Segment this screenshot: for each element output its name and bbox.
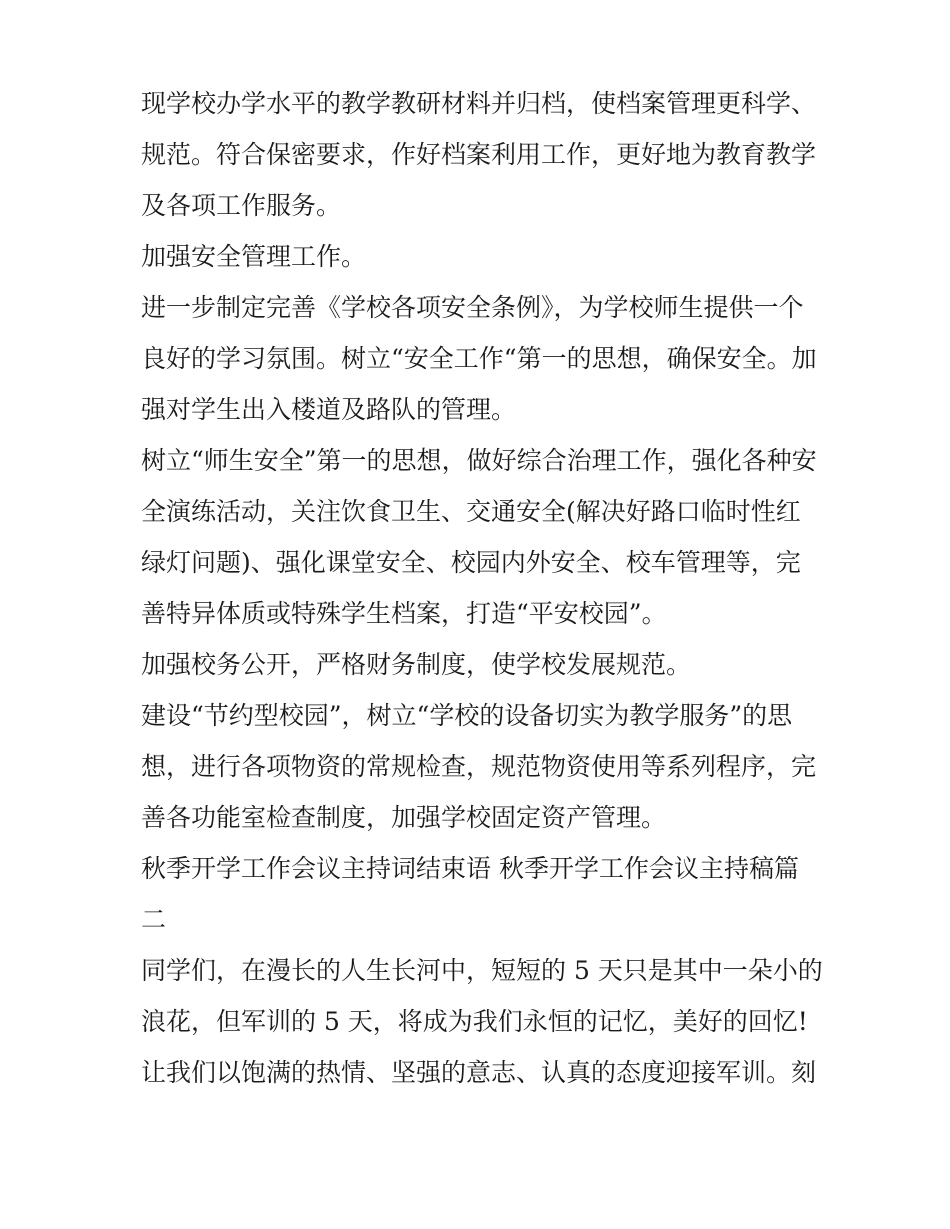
section-title: 二 xyxy=(141,905,167,934)
text-line: 绿灯问题)、强化课堂安全、校园内外安全、校车管理等，完 xyxy=(141,548,801,577)
text-line: 善特异体质或特殊学生档案，打造“平安校园”。 xyxy=(141,599,667,628)
text-line: 让我们以饱满的热情、坚强的意志、认真的态度迎接军训。刻 xyxy=(141,1058,817,1087)
text-line: 树立“师生安全”第一的思想，做好综合治理工作，强化各种安 xyxy=(141,446,817,475)
text-line: 规范。符合保密要求，作好档案利用工作，更好地为教育教学 xyxy=(141,140,817,169)
document-body xyxy=(141,78,821,1098)
section-title: 秋季开学工作会议主持词结束语 秋季开学工作会议主持稿篇 xyxy=(141,854,799,883)
text-line: 浪花，但军训的 5 天，将成为我们永恒的记忆，美好的回忆! xyxy=(141,1007,808,1036)
text-line: 良好的学习氛围。树立“安全工作“第一的思想，确保安全。加 xyxy=(141,344,817,373)
text-line: 建设“节约型校园”，树立“学校的设备切实为教学服务”的思 xyxy=(141,701,793,730)
text-line: 进一步制定完善《学校各项安全条例》，为学校师生提供一个 xyxy=(141,293,804,322)
text-line: 善各功能室检查制度，加强学校固定资产管理。 xyxy=(141,803,667,832)
text-line: 同学们，在漫长的人生长河中，短短的 5 天只是其中一朵小的 xyxy=(141,956,823,985)
text-line: 加强校务公开，严格财务制度，使学校发展规范。 xyxy=(141,650,692,679)
text-line: 强对学生出入楼道及路队的管理。 xyxy=(141,395,517,424)
text-line: 想，进行各项物资的常规检查，规范物资使用等系列程序，完 xyxy=(141,752,817,781)
section-heading: 加强安全管理工作。 xyxy=(141,242,367,271)
text-line: 及各项工作服务。 xyxy=(141,191,342,220)
text-line: 全演练活动，关注饮食卫生、交通安全(解决好路口临时性红 xyxy=(141,497,801,526)
text-line: 现学校办学水平的教学教研材料并归档，使档案管理更科学、 xyxy=(141,89,817,118)
